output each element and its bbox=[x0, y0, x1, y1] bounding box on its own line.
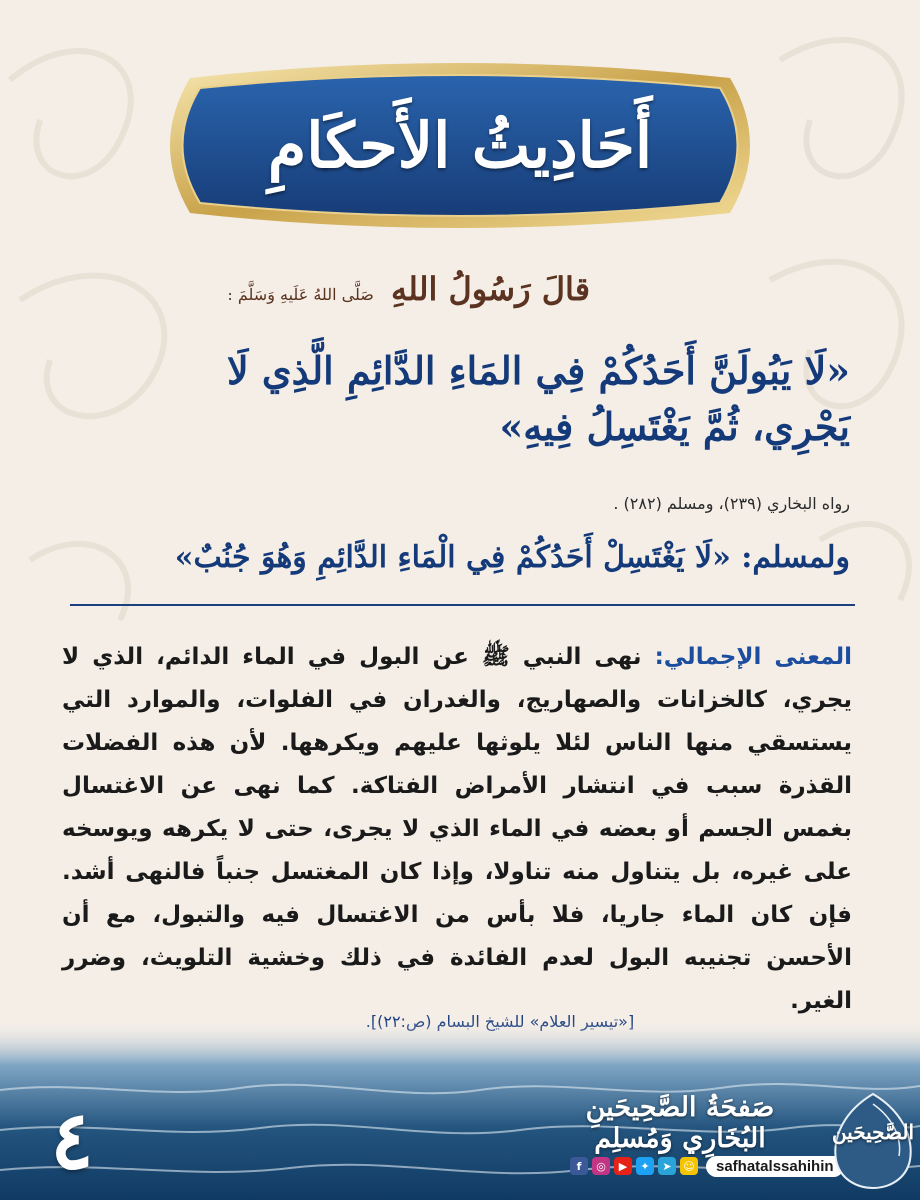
title-banner bbox=[150, 58, 770, 233]
logo-text: الصَّحِيحَين bbox=[831, 1120, 915, 1144]
hadith-source: رواه البخاري (٢٣٩)، ومسلم (٢٨٢) . bbox=[613, 494, 850, 513]
logo bbox=[830, 1090, 916, 1190]
facebook-icon[interactable]: f bbox=[570, 1157, 588, 1175]
page-number: ٤ bbox=[50, 1093, 94, 1187]
telegram-icon[interactable]: ➤ bbox=[658, 1157, 676, 1175]
salutation: صَلَّى اللهُ عَلَيهِ وَسَلَّمَ : bbox=[227, 285, 374, 304]
muslim-text: «لَا يَغْتَسِلْ أَحَدُكُمْ فِي الْمَاءِ الدَّائِمِ وَهُوَ جُنُبٌ» bbox=[174, 540, 731, 575]
hadith-line-1: «لَا يَبُولَنَّ أَحَدُكُمْ فِي المَاءِ الدَّائِمِ الَّذِي لَا bbox=[227, 348, 850, 393]
muslim-narration bbox=[50, 540, 850, 575]
meaning-body: نهى النبي ﷺ عن البول في الماء الدائم، الذي لا يجري، كالخزانات والصهاريج، والغدران في الفلوات، والموارد التي يستسقي منها الناس لئلا يلوثها عليهم ويكرهها. لأن هذه الفضلات القذرة سبب في انتشار الأمراض الفتاكة. كما نهى عن الاغتسال بغمس الجسم أو بعضه في الماء الذي لا يجرى، حتى لا يكرهه ويوسخه على غيره، بل يتناول منه تناولا، وإذا كان المغتسل جنباً فالنهى أشد. فإن كان الماء جاريا، فلا بأس من الاغتسال فيه والتبول، مع أن الأحسن تجنيبه البول لعدم الفائدة في ذلك وخشية التلويث، وضرر الغير. bbox=[62, 644, 852, 1014]
general-meaning bbox=[62, 636, 852, 1023]
social-handle[interactable]: safhatalssahihin bbox=[706, 1156, 844, 1177]
hadith-text bbox=[80, 343, 850, 455]
divider bbox=[70, 604, 855, 606]
youtube-icon[interactable]: ▶ bbox=[614, 1157, 632, 1175]
twitter-icon[interactable]: ✦ bbox=[636, 1157, 654, 1175]
meaning-label: المعنى الإجمالي: bbox=[654, 644, 852, 670]
snapchat-icon[interactable]: ☺ bbox=[680, 1157, 698, 1175]
brand-title: صَفحَةُ الصَّحِيحَينِ البُخَارِي وَمُسلِم bbox=[585, 1092, 775, 1154]
hadith-intro bbox=[170, 270, 590, 308]
banner-title: أَحَادِيثُ الأَحكَامِ bbox=[267, 109, 653, 182]
social-links bbox=[570, 1153, 844, 1179]
hadith-line-2: يَجْرِي، ثُمَّ يَغْتَسِلُ فِيهِ» bbox=[499, 404, 850, 449]
intro-text: قالَ رَسُولُ اللهِ bbox=[390, 270, 590, 308]
muslim-label: ولمسلم: bbox=[741, 540, 850, 575]
instagram-icon[interactable]: ◎ bbox=[592, 1157, 610, 1175]
